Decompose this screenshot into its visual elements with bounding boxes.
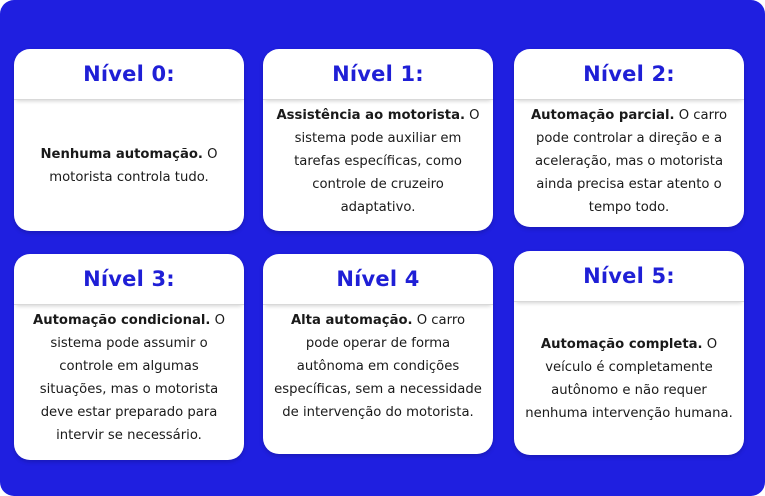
level-card-header [14,49,244,100]
level-title: Nível 2: [583,62,675,86]
level-title: Nível 0: [83,62,175,86]
level-description-bold: Automação completa. [540,336,703,352]
level-description-text: O sistema pode assumir o controle em algumas situações, mas o motorista deve estar preparado para intervir se necessário. [39,313,225,443]
level-description [24,100,234,231]
level-description-bold: Assistência ao motorista. [276,108,465,123]
level-card-header [514,251,744,302]
level-description [273,100,483,231]
level-card-2 [514,49,744,227]
level-card-header [514,49,744,100]
level-description [524,100,734,227]
level-card-header [263,254,493,305]
level-description-text: O carro pode controlar a direção e a aceleração, mas o motorista ainda precisa estar atento o tempo todo. [534,108,728,215]
level-title: Nível 1: [332,62,424,86]
level-card-0 [14,49,244,231]
level-card-header [14,254,244,305]
level-card-3 [14,254,244,460]
level-description-bold: Automação condicional. [33,313,211,328]
level-description-bold: Nenhuma automação. [40,146,203,162]
level-card-1 [263,49,493,231]
level-description [273,305,483,454]
level-title: Nível 5: [583,264,675,288]
level-description-bold: Automação parcial. [530,108,675,123]
level-card-5 [514,251,744,455]
level-title: Nível 3: [83,267,175,291]
level-description-text: O sistema pode auxiliar em tarefas específicas, como controle de cruzeiro adaptativo. [294,108,480,215]
level-description-bold: Alta automação. [290,313,413,328]
level-description-text: O carro pode operar de forma autônoma em condições específicas, sem a necessidade de intervenção do motorista. [274,313,482,420]
level-card-header [263,49,493,100]
level-description [524,302,734,455]
level-title: Nível 4 [336,267,420,291]
level-card-4 [263,254,493,454]
level-description-text: O veículo é completamente autônomo e não requer nenhuma intervenção humana. [525,336,733,421]
level-description [24,305,234,460]
level-description-text: O motorista controla tudo. [49,146,218,185]
